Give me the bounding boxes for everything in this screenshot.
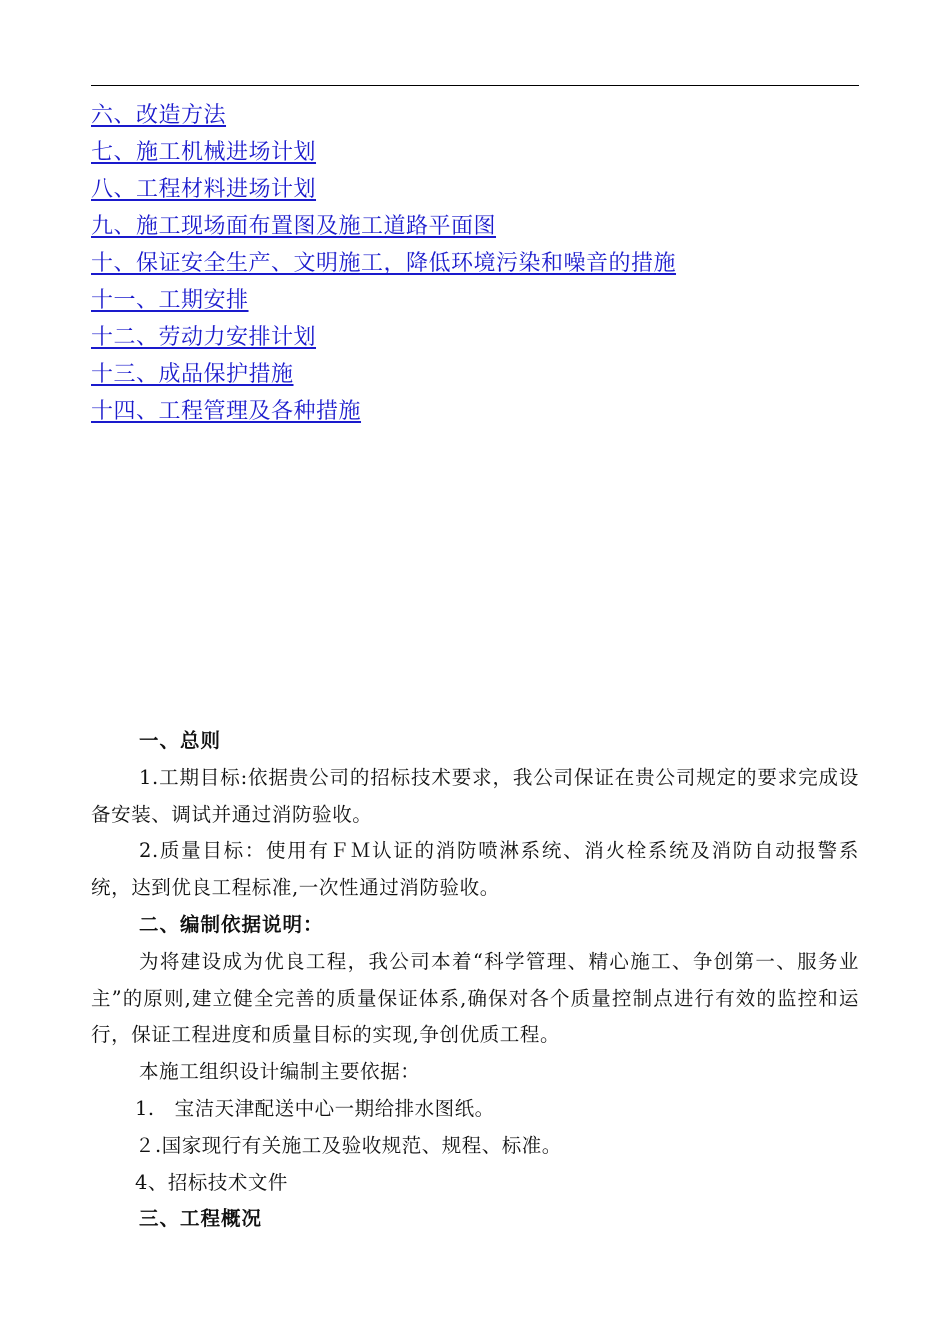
toc-link-12[interactable]: 十二、劳动力安排计划 [91, 325, 317, 350]
toc-item [91, 97, 676, 134]
toc-link-7[interactable]: 七、施工机械进场计划 [91, 140, 317, 165]
section-heading-overview: 三、工程概况 [139, 1207, 263, 1231]
toc-item [91, 319, 676, 356]
section-heading-basis: 二、编制依据说明： [139, 912, 324, 936]
basis-list-intro: 本施工组织设计编制主要依据： [139, 1060, 421, 1084]
toc-item [91, 245, 676, 282]
toc-item [91, 393, 676, 430]
toc-item [91, 356, 676, 393]
table-of-contents [91, 97, 676, 430]
section-heading-general: 一、总则 [139, 729, 222, 752]
toc-link-8[interactable]: 八、工程材料进场计划 [91, 177, 317, 202]
basis-item-drawings: 1. 宝洁天津配送中心一期给排水图纸。 [135, 1096, 495, 1120]
basis-intro-paragraph: 为将建设成为优良工程，我公司本着“科学管理、精心施工、争创第一、服务业主”的原则,建立健全完善的质量保证体系,确保对各个质量控制点进行有效的监控和运行，保证工程进度和质量目标的实现,争创优质工程。 [91, 949, 859, 1047]
basis-item-tender-docs: 4、招标技术文件 [135, 1170, 288, 1194]
toc-item [91, 208, 676, 245]
toc-link-13[interactable]: 十三、成品保护措施 [91, 362, 294, 387]
toc-link-10[interactable]: 十、保证安全生产、文明施工，降低环境污染和噪音的措施 [91, 251, 677, 276]
toc-link-6[interactable]: 六、改造方法 [91, 103, 227, 128]
toc-link-14[interactable]: 十四、工程管理及各种措施 [91, 399, 362, 424]
toc-link-9[interactable]: 九、施工现场面布置图及施工道路平面图 [91, 214, 497, 239]
toc-link-11[interactable]: 十一、工期安排 [91, 288, 249, 313]
document-body [91, 723, 859, 1238]
toc-item [91, 134, 676, 171]
header-rule [91, 85, 859, 86]
quality-goal-paragraph: 2.质量目标：使用有ＦＭ认证的消防喷淋系统、消火栓系统及消防自动报警系统，达到优良工程标准,一次性通过消防验收。 [91, 839, 859, 900]
schedule-goal-paragraph: 1.工期目标:依据贵公司的招标技术要求，我公司保证在贵公司规定的要求完成设备安装、调试并通过消防验收。 [91, 765, 859, 826]
toc-item [91, 282, 676, 319]
toc-item [91, 171, 676, 208]
basis-item-standards: ２.国家现行有关施工及验收规范、规程、标准。 [135, 1133, 562, 1157]
